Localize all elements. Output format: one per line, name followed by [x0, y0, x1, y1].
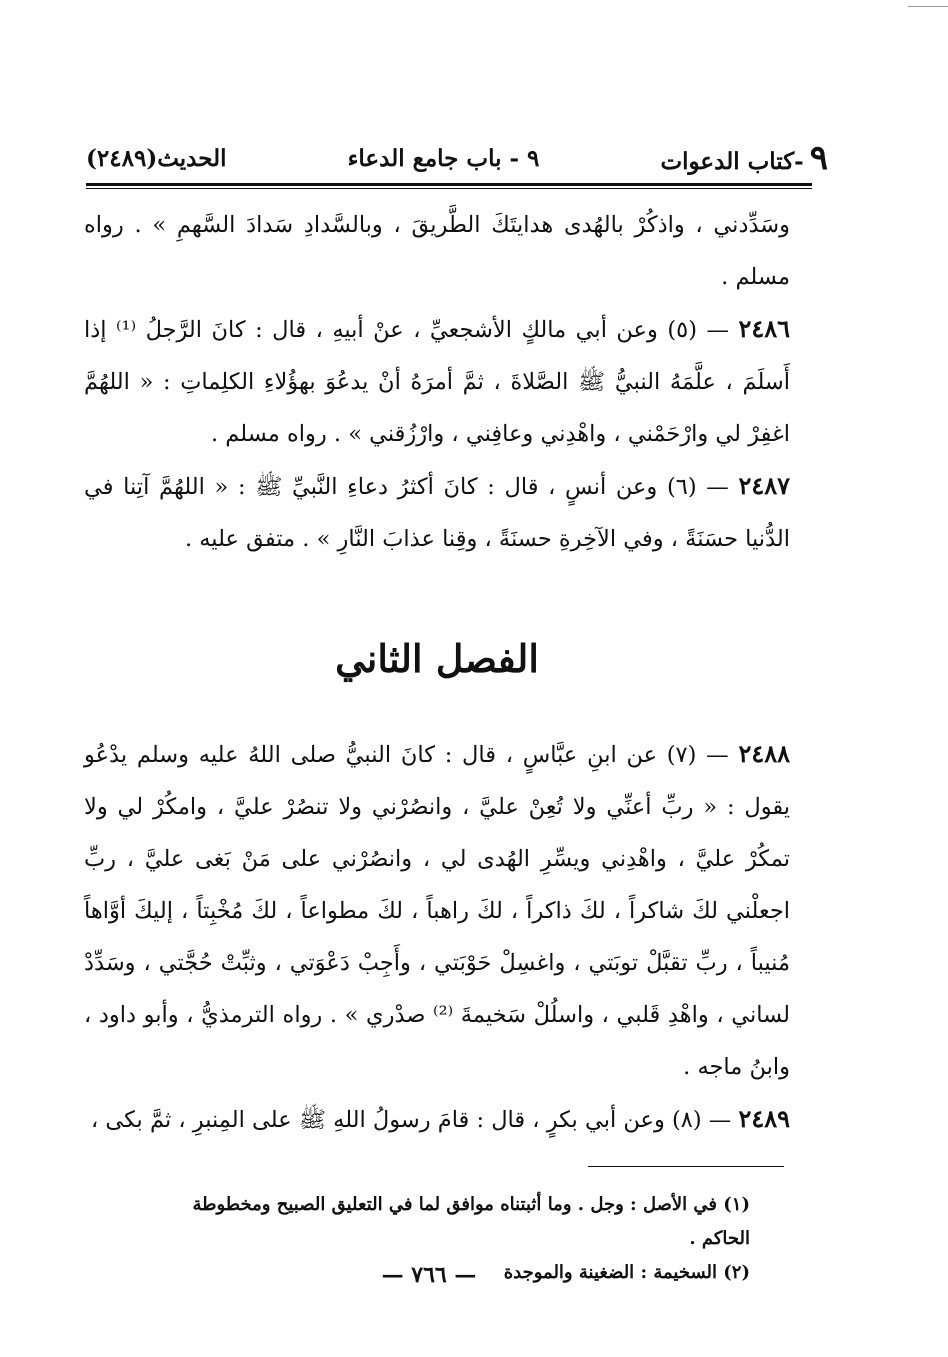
chapter-name: -كتاب الدعوات	[660, 148, 804, 175]
footnote: (١) في الأصل : وجل . وما أثبتناه موافق لما في التعليق الصبيح ومخطوطة الحاكم .	[192, 1194, 750, 1249]
hadith-number: ٢٤٨٧	[738, 471, 790, 500]
text-block-1	[84, 198, 790, 565]
footnote: (٢) السخيمة : الضغينة والموجدة	[503, 1262, 750, 1283]
chapter-number: ٩	[809, 138, 828, 178]
paragraph	[84, 460, 790, 565]
footnote-rule	[588, 1166, 784, 1167]
header-rule	[86, 183, 812, 186]
paragraph-text: — (٨) وعن أبي بكرٍ ، قال : قامَ رسولُ اللهِ ﷺ على المِنبرِ ، ثمَّ بكى ،	[90, 1107, 732, 1133]
paragraph-text: وسَدِّدني ، واذكُرْ بالهُدى هدايتَكَ الطَّريقَ ، وبالسَّدادِ سَدادَ السَّهمِ » . رواه مسلم .	[84, 212, 790, 290]
header-rule-thin	[86, 188, 812, 189]
hadith-number: ٢٤٨٨	[738, 739, 790, 768]
paragraph-text: — (٥) وعن أبي مالكٍ الأشجعيِّ ، عنْ أبيهِ ، قال : كانَ الرَّجلُ ⁽¹⁾ إذا أَسلَمَ ، علَّمَهُ النبيُّ ﷺ الصَّلاةَ ، ثمَّ أمرَهُ أنْ يدعُوَ بهؤُلاءِ الكلِماتِ : « اللهُمَّ اغفِرْ لي وارْحَمْني ، واهْدِني وعافِني ، وارْزُقني » . رواه مسلم .	[84, 317, 790, 447]
hadith-number: ٢٤٨٦	[738, 314, 790, 343]
bab-title: ٩ - باب جامع الدعاء	[347, 144, 540, 172]
paragraph-text: — (٧) عن ابنِ عبَّاسٍ ، قال : كانَ النبيُّ صلى اللهُ عليه وسلم يدْعُو يقول : « ربِّ أعنِّي ولا تُعِنْ عليَّ ، وانصُرْني ولا تنصُرْ عليَّ ، وامكُرْ لي ولا تمكُرْ عليَّ ، واهْدِني ويسِّرِ الهُدى لي ، وانصُرْني على مَنْ بَغى عليَّ ، ربِّ اجعلْني لكَ شاكراً ، لكَ ذاكراً ، لكَ راهباً ، لكَ مطواعاً ، لكَ مُخْبِتاً ، إليكَ أوَّاهاً مُنيباً ، ربِّ تقبَّلْ توبَتي ، واغسِلْ حَوْبَتي ، وأَجِبْ دَعْوَتي ، وثبِّتْ حُجَّتي ، وسَدِّدْ لساني ، واهْدِ قَلبي ، واسلُلْ سَخيمةَ ⁽²⁾ صدْري » . رواه الترمذيُّ ، وأبو داود ، وابنُ ماجه .	[84, 742, 790, 1080]
hadith-range: الحديث(٢٤٨٩)	[86, 144, 227, 172]
paragraph	[84, 1093, 790, 1146]
paragraph-text: — (٦) وعن أنسٍ ، قال : كانَ أكثرُ دعاءِ النَّبيِّ ﷺ : « اللهُمَّ آتِنا في الدُّنيا حسَنَةً ، وفي الآخِرةِ حسنَةً ، وقِنا عذابَ النَّارِ » . متفق عليه .	[84, 474, 790, 552]
scan-mark	[908, 6, 948, 7]
paragraph	[84, 303, 790, 460]
paragraph	[84, 198, 790, 303]
hadith-number: ٢٤٨٩	[738, 1104, 790, 1133]
running-header	[86, 136, 828, 180]
page-number: — ٧٦٦ —	[381, 1262, 477, 1288]
section-title: الفصل الثاني	[335, 636, 539, 681]
paragraph	[84, 728, 790, 1093]
text-block-2	[84, 728, 790, 1146]
chapter-title	[661, 138, 829, 178]
